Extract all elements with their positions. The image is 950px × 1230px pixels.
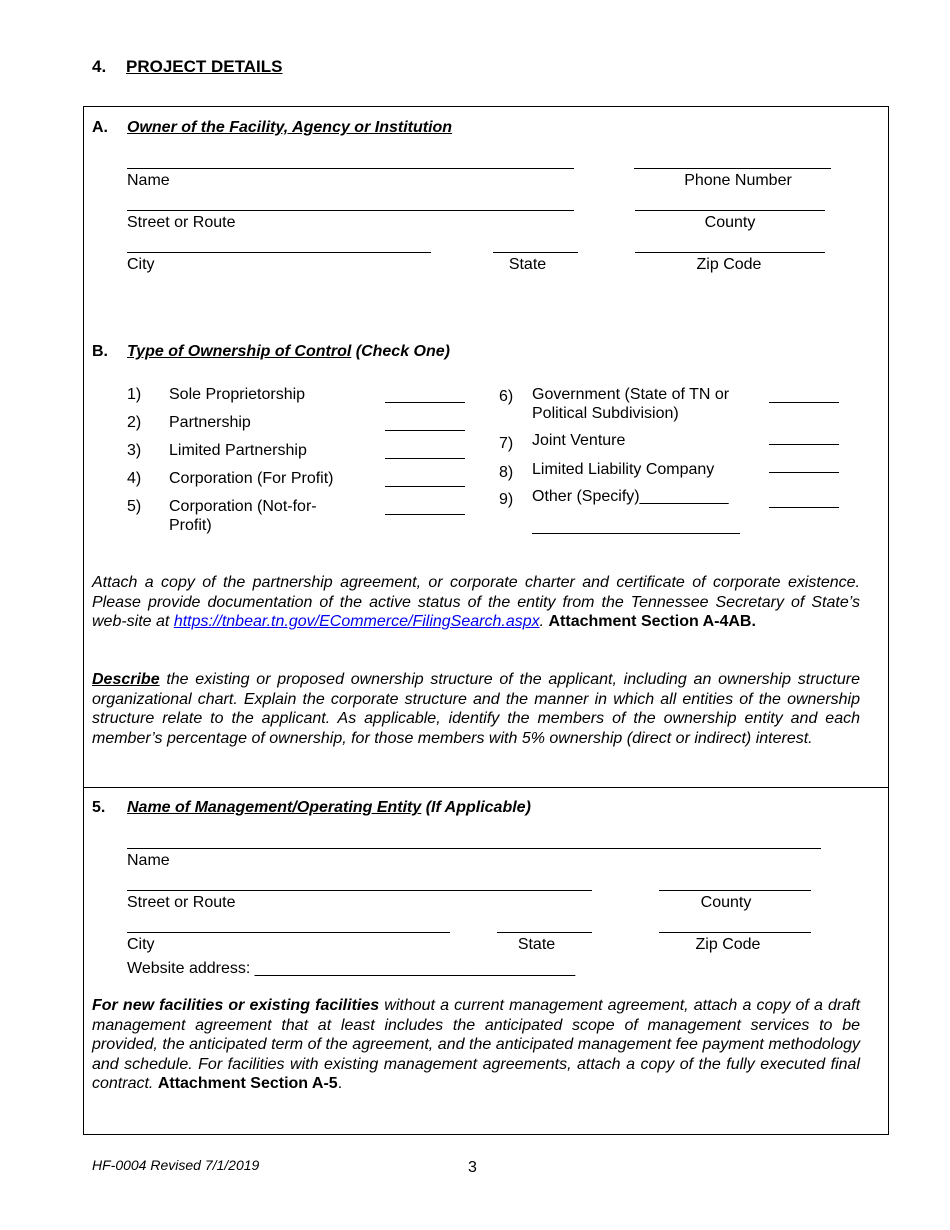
mgmt-county-field[interactable] [659,890,811,891]
ownership-label: Other (Specify)__________ [532,488,729,505]
describe-instructions [92,670,860,748]
section-number: 4. [92,57,107,76]
section-b-heading [127,342,450,361]
section-5-number: 5. [92,799,106,816]
mgmt-text: without a current management agreement, attach a copy of a draft management agreement that at least includes the anticipated scope of management services to be provided, the anticipated term of the agreement, and the anticipated management fee payment methodology and schedule. For facilities with existing management agreements, attach a copy of the fully executed final contract. [92,997,861,1093]
mgmt-bold-lead: For new facilities or existing facilities [92,997,380,1014]
ownership-checkbox-line[interactable] [385,514,465,515]
ownership-label: Political Subdivision) [532,405,679,422]
section-a-title: Owner of the Facility, Agency or Institution [127,119,453,136]
section-b-letter: B. [92,343,108,360]
ownership-label: Profit) [169,517,212,534]
owner-county-field[interactable] [635,210,825,211]
ownership-num: 3) [127,442,142,459]
attach-text: Attach a copy of the partnership agreement, or corporate charter and certificate of corporate existence. Please provide documentation of the active status of the entity from the Tennessee Secretary of State’s web-site at [92,574,860,631]
mgmt-zip-label: Zip Code [695,936,761,953]
form-revision: HF-0004 Revised 7/1/2019 [92,1157,260,1173]
attachment-ref: Attachment Section A-5 [157,1075,338,1093]
page-number: 3 [468,1159,477,1176]
ownership-label: Corporation (Not-for- [169,498,317,515]
owner-zip-label: Zip Code [696,256,762,273]
owner-street-field[interactable] [127,210,574,211]
mgmt-county-label: County [700,894,752,911]
ownership-num: 2) [127,414,142,431]
ownership-label: Partnership [169,414,251,431]
section-b-title-suffix: (Check One) [351,343,450,360]
owner-phone-label: Phone Number [684,172,792,189]
attachment-ref: Attachment Section A-4AB. [548,613,756,631]
other-specify-field[interactable] [532,533,740,534]
ownership-num: 5) [127,498,142,515]
ownership-checkbox-line[interactable] [769,472,839,473]
mgmt-city-label: City [127,936,155,953]
section-b-title: Type of Ownership of Control [127,343,352,360]
ownership-label: Government (State of TN or [532,386,730,403]
section-title: PROJECT DETAILS [126,57,283,76]
owner-name-field[interactable] [127,168,574,169]
mgmt-name-field[interactable] [127,848,821,849]
ownership-checkbox-line[interactable] [385,402,465,403]
ownership-num: 7) [499,435,514,452]
owner-street-label: Street or Route [127,214,236,231]
mgmt-state-field[interactable] [497,932,592,933]
owner-city-field[interactable] [127,252,431,253]
owner-phone-field[interactable] [634,168,831,169]
management-instructions [92,996,860,1094]
website-address-field[interactable]: Website address: ____________________________________ [127,960,576,977]
owner-state-field[interactable] [493,252,578,253]
mgmt-street-label: Street or Route [127,894,236,911]
owner-name-label: Name [127,172,170,189]
owner-zip-field[interactable] [635,252,825,253]
ownership-label: Limited Partnership [169,442,307,459]
ownership-checkbox-line[interactable] [385,458,465,459]
mgmt-end: . [337,1075,343,1093]
owner-city-label: City [127,256,155,273]
ownership-num: 6) [499,388,514,405]
ownership-num: 4) [127,470,142,487]
ownership-checkbox-line[interactable] [769,402,839,403]
ownership-label: Limited Liability Company [532,461,715,478]
ownership-label: Corporation (For Profit) [169,470,334,487]
filing-search-link[interactable]: https://tnbear.tn.gov/ECommerce/FilingSearch.aspx [173,613,540,631]
ownership-num: 8) [499,464,514,481]
mgmt-state-label: State [517,936,556,953]
ownership-checkbox-line[interactable] [769,507,839,508]
section-5-title: Name of Management/Operating Entity [127,799,422,816]
mgmt-zip-field[interactable] [659,932,811,933]
attach-instructions [92,573,860,632]
ownership-checkbox-line[interactable] [769,444,839,445]
attach-text: . [539,613,549,631]
mgmt-street-field[interactable] [127,890,592,891]
section-5-heading [127,798,531,817]
section-divider [83,787,889,788]
ownership-checkbox-line[interactable] [385,430,465,431]
ownership-checkbox-line[interactable] [385,486,465,487]
mgmt-name-label: Name [127,852,170,869]
ownership-label: Joint Venture [532,432,626,449]
describe-word: Describe [92,671,160,688]
section-5-title-suffix: (If Applicable) [421,799,531,816]
describe-text: the existing or proposed ownership structure of the applicant, including an ownership structure organizational chart. Explain the corporate structure and the manner in which all entities of the ownership structure relate to the applicant. As applicable, identify the members of the ownership entity and each member’s percentage of ownership, for those members with 5% ownership (direct or indirect) interest. [92,671,860,747]
mgmt-city-field[interactable] [127,932,450,933]
ownership-num: 9) [499,491,514,508]
ownership-label: Sole Proprietorship [169,386,306,403]
ownership-num: 1) [127,386,142,403]
section-a-letter: A. [92,119,108,136]
owner-county-label: County [704,214,756,231]
owner-state-label: State [508,256,547,273]
